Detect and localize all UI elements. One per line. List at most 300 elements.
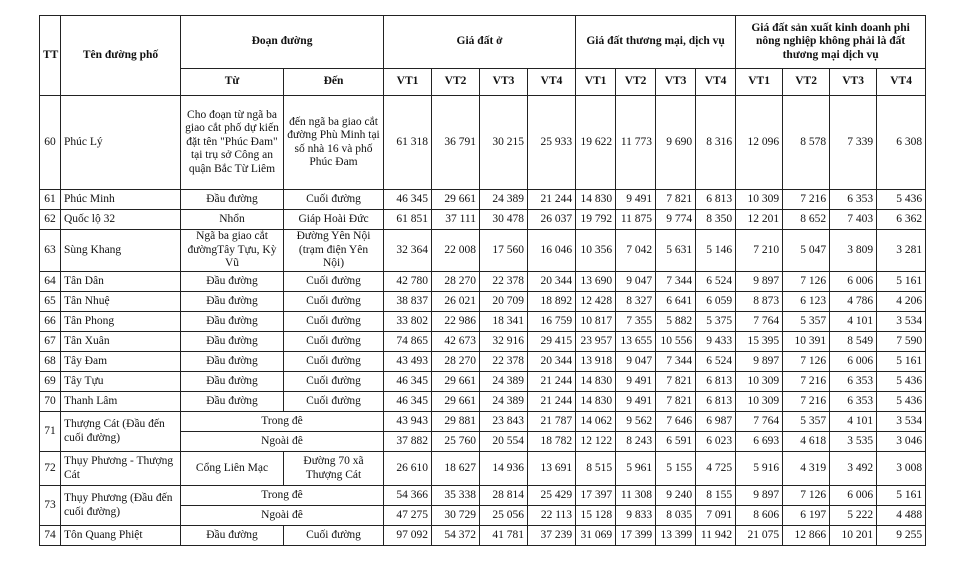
- price-cell: 14 062: [576, 412, 616, 432]
- price-cell: 74 865: [384, 332, 432, 352]
- price-cell: 7 821: [656, 190, 696, 210]
- price-cell: 9 240: [656, 486, 696, 506]
- price-cell: 24 389: [480, 392, 528, 412]
- price-cell: 6 023: [696, 432, 736, 452]
- price-cell: 29 661: [432, 392, 480, 412]
- row-number: 74: [40, 526, 61, 546]
- segment-span: Trong đê: [181, 486, 384, 506]
- price-cell: 7 339: [830, 96, 877, 190]
- price-cell: 4 206: [877, 292, 926, 312]
- price-cell: 20 554: [480, 432, 528, 452]
- price-cell: 9 562: [616, 412, 656, 432]
- price-cell: 5 161: [877, 486, 926, 506]
- price-cell: 14 830: [576, 392, 616, 412]
- segment-from: Đầu đường: [181, 352, 284, 372]
- street-name: Tôn Quang Phiệt: [61, 526, 181, 546]
- price-cell: 5 436: [877, 392, 926, 412]
- price-cell: 9 491: [616, 372, 656, 392]
- segment-from: Đầu đường: [181, 392, 284, 412]
- price-cell: 5 161: [877, 352, 926, 372]
- price-cell: 13 655: [616, 332, 656, 352]
- price-cell: 29 661: [432, 372, 480, 392]
- price-cell: 9 433: [696, 332, 736, 352]
- price-cell: 7 646: [656, 412, 696, 432]
- table-row: [40, 452, 926, 486]
- price-cell: 24 389: [480, 372, 528, 392]
- segment-to: Đường Yên Nội (trạm điện Yên Nội): [284, 230, 384, 272]
- price-cell: 8 515: [576, 452, 616, 486]
- price-cell: 6 353: [830, 190, 877, 210]
- price-cell: 8 350: [696, 210, 736, 230]
- segment-to: Cuối đường: [284, 352, 384, 372]
- row-number: 63: [40, 230, 61, 272]
- price-cell: 26 037: [528, 210, 576, 230]
- price-cell: 4 725: [696, 452, 736, 486]
- price-cell: 10 556: [656, 332, 696, 352]
- price-cell: 7 764: [736, 312, 783, 332]
- price-cell: 21 244: [528, 372, 576, 392]
- price-cell: 25 429: [528, 486, 576, 506]
- price-cell: 28 270: [432, 272, 480, 292]
- street-name: Sùng Khang: [61, 230, 181, 272]
- price-cell: 3 281: [877, 230, 926, 272]
- price-cell: 23 957: [576, 332, 616, 352]
- price-cell: 7 126: [783, 486, 830, 506]
- price-cell: 42 673: [432, 332, 480, 352]
- price-cell: 5 436: [877, 372, 926, 392]
- price-cell: 10 817: [576, 312, 616, 332]
- price-cell: 6 123: [783, 292, 830, 312]
- price-cell: 37 111: [432, 210, 480, 230]
- price-cell: 7 344: [656, 272, 696, 292]
- row-number: 67: [40, 332, 61, 352]
- segment-from: Đầu đường: [181, 526, 284, 546]
- price-cell: 29 415: [528, 332, 576, 352]
- price-cell: 25 056: [480, 506, 528, 526]
- price-cell: 46 345: [384, 372, 432, 392]
- col-vt: VT3: [480, 69, 528, 96]
- price-cell: 13 690: [576, 272, 616, 292]
- price-cell: 22 378: [480, 272, 528, 292]
- price-cell: 3 809: [830, 230, 877, 272]
- street-name: Quốc lộ 32: [61, 210, 181, 230]
- price-cell: 7 210: [736, 230, 783, 272]
- row-number: 68: [40, 352, 61, 372]
- price-cell: 4 618: [783, 432, 830, 452]
- price-cell: 7 821: [656, 392, 696, 412]
- row-number: 66: [40, 312, 61, 332]
- price-cell: 5 916: [736, 452, 783, 486]
- price-cell: 7 216: [783, 392, 830, 412]
- price-cell: 37 882: [384, 432, 432, 452]
- price-cell: 61 318: [384, 96, 432, 190]
- col-vt: VT1: [576, 69, 616, 96]
- price-cell: 10 356: [576, 230, 616, 272]
- price-cell: 6 813: [696, 392, 736, 412]
- col-tt: TT: [40, 16, 61, 96]
- price-cell: 25 933: [528, 96, 576, 190]
- street-name: Thụy Phương (Đầu đến cuối đường): [61, 486, 181, 526]
- price-cell: 8 606: [736, 506, 783, 526]
- price-cell: 61 851: [384, 210, 432, 230]
- price-cell: 15 128: [576, 506, 616, 526]
- price-cell: 17 560: [480, 230, 528, 272]
- price-cell: 7 216: [783, 372, 830, 392]
- segment-to: Cuối đường: [284, 190, 384, 210]
- price-cell: 6 524: [696, 352, 736, 372]
- segment-to: Cuối đường: [284, 392, 384, 412]
- table-row: [40, 392, 926, 412]
- street-name: Tân Phong: [61, 312, 181, 332]
- price-cell: 20 344: [528, 352, 576, 372]
- table-row: [40, 190, 926, 210]
- price-cell: 30 729: [432, 506, 480, 526]
- price-cell: 3 046: [877, 432, 926, 452]
- col-commercial-price: Giá đất thương mại, dịch vụ: [576, 16, 736, 69]
- price-cell: 5 222: [830, 506, 877, 526]
- segment-to: Cuối đường: [284, 332, 384, 352]
- price-cell: 6 006: [830, 352, 877, 372]
- price-cell: 5 146: [696, 230, 736, 272]
- price-cell: 38 837: [384, 292, 432, 312]
- price-cell: 36 791: [432, 96, 480, 190]
- col-vt: VT1: [736, 69, 783, 96]
- price-cell: 7 126: [783, 272, 830, 292]
- table-row: [40, 230, 926, 272]
- price-cell: 7 042: [616, 230, 656, 272]
- price-cell: 12 201: [736, 210, 783, 230]
- price-cell: 43 493: [384, 352, 432, 372]
- price-cell: 13 691: [528, 452, 576, 486]
- price-cell: 7 091: [696, 506, 736, 526]
- col-from: Từ: [181, 69, 284, 96]
- price-cell: 4 101: [830, 312, 877, 332]
- price-cell: 5 375: [696, 312, 736, 332]
- price-cell: 4 319: [783, 452, 830, 486]
- price-cell: 7 821: [656, 372, 696, 392]
- row-number: 62: [40, 210, 61, 230]
- price-cell: 10 201: [830, 526, 877, 546]
- price-cell: 10 391: [783, 332, 830, 352]
- price-cell: 8 327: [616, 292, 656, 312]
- price-cell: 8 873: [736, 292, 783, 312]
- price-cell: 5 882: [656, 312, 696, 332]
- segment-from: Đầu đường: [181, 292, 284, 312]
- street-name: Tân Dân: [61, 272, 181, 292]
- price-cell: 11 773: [616, 96, 656, 190]
- price-cell: 9 491: [616, 190, 656, 210]
- price-cell: 6 197: [783, 506, 830, 526]
- price-cell: 9 833: [616, 506, 656, 526]
- price-cell: 29 661: [432, 190, 480, 210]
- segment-from: Đầu đường: [181, 190, 284, 210]
- price-cell: 11 875: [616, 210, 656, 230]
- price-cell: 6 813: [696, 190, 736, 210]
- row-number: 72: [40, 452, 61, 486]
- price-cell: 3 534: [877, 312, 926, 332]
- segment-from: Ngã ba giao cắt đườngTây Tựu, Kỳ Vũ: [181, 230, 284, 272]
- price-cell: 54 372: [432, 526, 480, 546]
- segment-from: Nhổn: [181, 210, 284, 230]
- row-number: 65: [40, 292, 61, 312]
- price-cell: 9 774: [656, 210, 696, 230]
- segment-to: Cuối đường: [284, 312, 384, 332]
- segment-to: Cuối đường: [284, 292, 384, 312]
- price-cell: 10 309: [736, 372, 783, 392]
- col-vt: VT4: [528, 69, 576, 96]
- table-row: [40, 352, 926, 372]
- price-cell: 10 309: [736, 392, 783, 412]
- price-cell: 21 244: [528, 392, 576, 412]
- table-row: [40, 312, 926, 332]
- price-cell: 10 309: [736, 190, 783, 210]
- price-cell: 32 364: [384, 230, 432, 272]
- price-cell: 9 897: [736, 272, 783, 292]
- price-cell: 7 355: [616, 312, 656, 332]
- price-cell: 8 243: [616, 432, 656, 452]
- price-cell: 5 961: [616, 452, 656, 486]
- col-vt: VT1: [384, 69, 432, 96]
- price-cell: 7 590: [877, 332, 926, 352]
- street-name: Tây Đam: [61, 352, 181, 372]
- price-cell: 23 843: [480, 412, 528, 432]
- price-cell: 12 866: [783, 526, 830, 546]
- price-cell: 9 690: [656, 96, 696, 190]
- street-name: Phúc Lý: [61, 96, 181, 190]
- price-cell: 6 987: [696, 412, 736, 432]
- land-price-table: [39, 15, 926, 546]
- col-vt: VT3: [830, 69, 877, 96]
- price-cell: 20 709: [480, 292, 528, 312]
- price-cell: 7 126: [783, 352, 830, 372]
- price-cell: 46 345: [384, 190, 432, 210]
- row-number: 64: [40, 272, 61, 292]
- price-cell: 6 353: [830, 392, 877, 412]
- col-vt: VT4: [696, 69, 736, 96]
- col-vt: VT4: [877, 69, 926, 96]
- col-segment: Đoạn đường: [181, 16, 384, 69]
- segment-from: Đầu đường: [181, 332, 284, 352]
- segment-span: Ngoài đê: [181, 432, 384, 452]
- col-vt: VT2: [432, 69, 480, 96]
- segment-from: Đầu đường: [181, 312, 284, 332]
- price-cell: 22 113: [528, 506, 576, 526]
- price-cell: 8 316: [696, 96, 736, 190]
- price-cell: 19 622: [576, 96, 616, 190]
- price-cell: 6 362: [877, 210, 926, 230]
- price-cell: 30 215: [480, 96, 528, 190]
- price-cell: 9 255: [877, 526, 926, 546]
- price-cell: 54 366: [384, 486, 432, 506]
- price-cell: 8 578: [783, 96, 830, 190]
- price-cell: 24 389: [480, 190, 528, 210]
- price-cell: 43 943: [384, 412, 432, 432]
- price-cell: 5 631: [656, 230, 696, 272]
- price-cell: 32 916: [480, 332, 528, 352]
- price-cell: 17 397: [576, 486, 616, 506]
- price-cell: 9 491: [616, 392, 656, 412]
- price-cell: 26 610: [384, 452, 432, 486]
- price-cell: 37 239: [528, 526, 576, 546]
- segment-to: Cuối đường: [284, 526, 384, 546]
- col-vt: VT2: [783, 69, 830, 96]
- segment-from: Đầu đường: [181, 272, 284, 292]
- price-cell: 9 897: [736, 486, 783, 506]
- table-row: [40, 486, 926, 506]
- price-cell: 12 096: [736, 96, 783, 190]
- table-row: [40, 372, 926, 392]
- segment-to: Cuối đường: [284, 272, 384, 292]
- price-cell: 7 344: [656, 352, 696, 372]
- row-number: 71: [40, 412, 61, 452]
- street-name: Tây Tựu: [61, 372, 181, 392]
- price-cell: 9 897: [736, 352, 783, 372]
- table-row: [40, 332, 926, 352]
- col-vt: VT3: [656, 69, 696, 96]
- price-cell: 8 652: [783, 210, 830, 230]
- price-cell: 6 353: [830, 372, 877, 392]
- segment-from: Đầu đường: [181, 372, 284, 392]
- table-row: [40, 96, 926, 190]
- price-cell: 6 059: [696, 292, 736, 312]
- price-cell: 11 308: [616, 486, 656, 506]
- price-cell: 5 161: [877, 272, 926, 292]
- price-cell: 6 308: [877, 96, 926, 190]
- price-cell: 21 787: [528, 412, 576, 432]
- price-cell: 3 534: [877, 412, 926, 432]
- price-cell: 35 338: [432, 486, 480, 506]
- price-cell: 5 047: [783, 230, 830, 272]
- price-cell: 5 436: [877, 190, 926, 210]
- col-vt: VT2: [616, 69, 656, 96]
- price-cell: 22 378: [480, 352, 528, 372]
- price-cell: 13 399: [656, 526, 696, 546]
- price-cell: 47 275: [384, 506, 432, 526]
- price-cell: 6 641: [656, 292, 696, 312]
- price-cell: 33 802: [384, 312, 432, 332]
- price-cell: 5 357: [783, 412, 830, 432]
- price-cell: 6 006: [830, 272, 877, 292]
- price-cell: 7 764: [736, 412, 783, 432]
- price-cell: 6 813: [696, 372, 736, 392]
- price-cell: 18 782: [528, 432, 576, 452]
- price-cell: 12 428: [576, 292, 616, 312]
- price-cell: 15 395: [736, 332, 783, 352]
- price-cell: 11 942: [696, 526, 736, 546]
- price-cell: 9 047: [616, 352, 656, 372]
- street-name: Thanh Lâm: [61, 392, 181, 412]
- price-cell: 21 075: [736, 526, 783, 546]
- price-cell: 19 792: [576, 210, 616, 230]
- price-cell: 8 155: [696, 486, 736, 506]
- price-cell: 12 122: [576, 432, 616, 452]
- segment-to: đến ngã ba giao cắt đường Phù Minh tại số nhà 16 và phố Phúc Đam: [284, 96, 384, 190]
- street-name: Thụy Phương - Thượng Cát: [61, 452, 181, 486]
- price-cell: 30 478: [480, 210, 528, 230]
- price-cell: 14 830: [576, 372, 616, 392]
- segment-from: Cho đoạn từ ngã ba giao cắt phố dự kiến đặt tên "Phúc Đam" tại trụ sở Công an quận Bắc Từ Liêm: [181, 96, 284, 190]
- col-nonagri-price: Giá đất sản xuất kinh doanh phi nông nghiệp không phải là đất thương mại dịch vụ: [736, 16, 926, 69]
- street-name: Tân Xuân: [61, 332, 181, 352]
- price-cell: 8 035: [656, 506, 696, 526]
- price-cell: 22 986: [432, 312, 480, 332]
- row-number: 70: [40, 392, 61, 412]
- segment-from: Cổng Liên Mạc: [181, 452, 284, 486]
- price-cell: 14 936: [480, 452, 528, 486]
- street-name: Phúc Minh: [61, 190, 181, 210]
- price-cell: 25 760: [432, 432, 480, 452]
- price-cell: 16 046: [528, 230, 576, 272]
- price-cell: 46 345: [384, 392, 432, 412]
- price-cell: 28 814: [480, 486, 528, 506]
- row-number: 69: [40, 372, 61, 392]
- price-cell: 31 069: [576, 526, 616, 546]
- price-cell: 28 270: [432, 352, 480, 372]
- price-cell: 8 549: [830, 332, 877, 352]
- street-name: Tân Nhuệ: [61, 292, 181, 312]
- price-cell: 41 781: [480, 526, 528, 546]
- price-cell: 26 021: [432, 292, 480, 312]
- row-number: 60: [40, 96, 61, 190]
- price-cell: 9 047: [616, 272, 656, 292]
- price-cell: 29 881: [432, 412, 480, 432]
- segment-to: Đường 70 xã Thượng Cát: [284, 452, 384, 486]
- price-cell: 6 524: [696, 272, 736, 292]
- segment-to: Giáp Hoài Đức: [284, 210, 384, 230]
- segment-to: Cuối đường: [284, 372, 384, 392]
- table-row: [40, 272, 926, 292]
- table-row: [40, 526, 926, 546]
- price-cell: 6 693: [736, 432, 783, 452]
- price-cell: 3 492: [830, 452, 877, 486]
- table-row: [40, 412, 926, 432]
- price-cell: 7 216: [783, 190, 830, 210]
- price-cell: 7 403: [830, 210, 877, 230]
- street-name: Thượng Cát (Đầu đến cuối đường): [61, 412, 181, 452]
- price-cell: 4 101: [830, 412, 877, 432]
- price-cell: 13 918: [576, 352, 616, 372]
- col-street-name: Tên đường phố: [61, 16, 181, 96]
- col-residential-price: Giá đất ở: [384, 16, 576, 69]
- price-cell: 42 780: [384, 272, 432, 292]
- price-cell: 18 892: [528, 292, 576, 312]
- price-cell: 6 591: [656, 432, 696, 452]
- price-cell: 3 008: [877, 452, 926, 486]
- segment-span: Trong đê: [181, 412, 384, 432]
- price-cell: 97 092: [384, 526, 432, 546]
- price-cell: 4 786: [830, 292, 877, 312]
- table-row: [40, 292, 926, 312]
- segment-span: Ngoài đê: [181, 506, 384, 526]
- price-cell: 3 535: [830, 432, 877, 452]
- price-cell: 5 357: [783, 312, 830, 332]
- price-cell: 6 006: [830, 486, 877, 506]
- price-cell: 20 344: [528, 272, 576, 292]
- price-cell: 4 488: [877, 506, 926, 526]
- price-cell: 17 399: [616, 526, 656, 546]
- price-cell: 21 244: [528, 190, 576, 210]
- price-cell: 18 627: [432, 452, 480, 486]
- col-to: Đến: [284, 69, 384, 96]
- row-number: 61: [40, 190, 61, 210]
- price-cell: 5 155: [656, 452, 696, 486]
- price-cell: 22 008: [432, 230, 480, 272]
- price-cell: 14 830: [576, 190, 616, 210]
- table-row: [40, 210, 926, 230]
- price-cell: 16 759: [528, 312, 576, 332]
- price-cell: 18 341: [480, 312, 528, 332]
- row-number: 73: [40, 486, 61, 526]
